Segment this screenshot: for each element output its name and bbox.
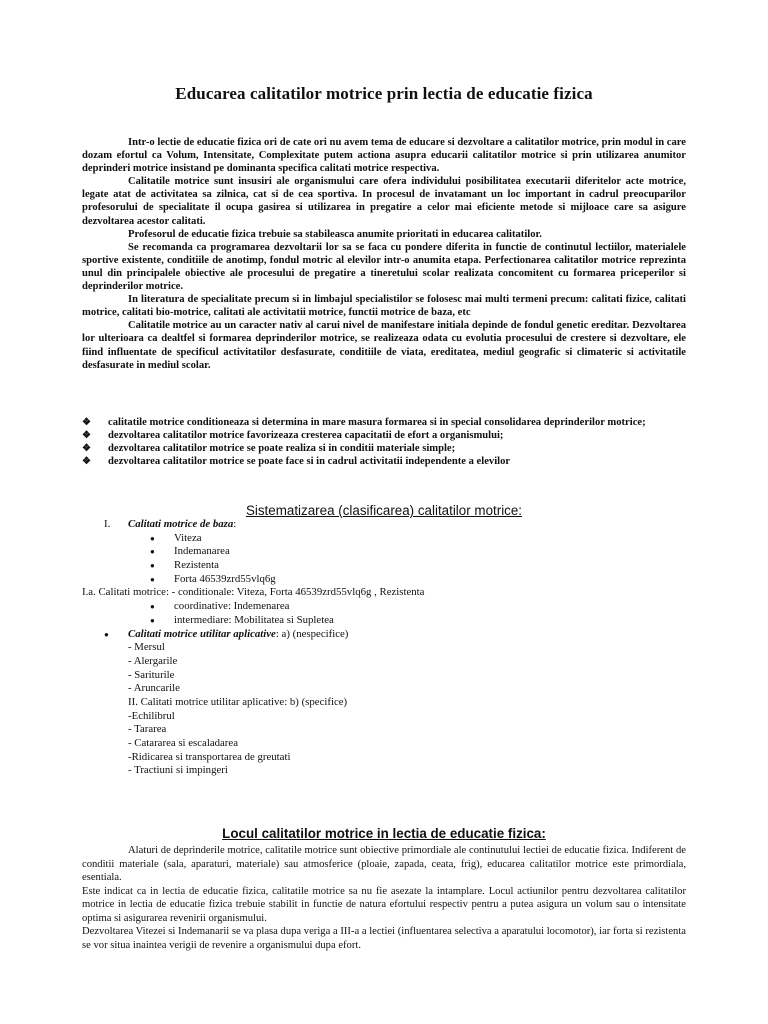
list-item-text: : a) (nespecifice) (275, 627, 349, 640)
paragraph: Alaturi de deprinderile motrice, calitatile motrice sunt obiective primordiale ale continutului lectiei de educatie fizica. Indiferent de conditii materiale (sala, aparaturi, materiale) sau atmosferice (ploaie, zapada, ceata, frig), educarea calitatilor motrice este primordiala, esentiala. (82, 845, 686, 883)
bullet-list (82, 416, 686, 468)
place-section (82, 844, 686, 952)
list-item (82, 641, 686, 655)
list-item (82, 669, 686, 683)
list-item (82, 764, 686, 778)
section-heading-classification: Sistematizarea (clasificarea) calitatilor motrice: (245, 503, 523, 518)
list-item (82, 532, 686, 546)
bullet-dot-icon: ● (150, 602, 155, 612)
list-item (82, 600, 686, 614)
paragraph: Intr-o lectie de educatie fizica ori de cate ori nu avem tema de educare si dezvoltare a calitatilor motrice, prin modul in care dozam efortul ca Volum, Intensitate, Complexitate putem actiona asupra educarii calitatilor motrice si prin utilizarea anumitor deprinderi motrice insistand pe dominanta specifica calitati motrice respectiva. (82, 137, 686, 175)
list-item-text: intermediare: Mobilitatea si Supletea (174, 613, 334, 626)
bullet-item (82, 429, 686, 442)
list-item-text: -Echilibrul (128, 709, 175, 722)
bullet-text: dezvoltarea calitatilor motrice se poate realiza si in conditii materiale simple; (108, 443, 456, 455)
list-item (82, 682, 686, 696)
list-item (82, 614, 686, 628)
bullet-item (82, 455, 686, 468)
list-item-text: - Catararea si escaladarea (128, 737, 238, 749)
bullet-dot-icon: ● (150, 547, 155, 557)
bullet-text: dezvoltarea calitatilor motrice se poate face si in cadrul activitatii independente a elevilor (108, 456, 511, 468)
list-item (82, 545, 686, 559)
list-item-text: - Tractiuni si impingeri (128, 764, 228, 777)
section-heading-place: Locul calitatilor motrice in lectia de educatie fizica: (222, 826, 546, 841)
list-item-text: coordinative: Indemenarea (174, 600, 290, 613)
intro-section (82, 136, 686, 372)
list-item-text: Indemanarea (174, 545, 230, 558)
diamond-bullet-icon: ❖ (82, 417, 91, 428)
bullet-item (82, 442, 686, 455)
list-item-text: Viteza (174, 531, 202, 544)
colon: : (233, 518, 237, 530)
list-item-text: -Ridicarea si transportarea de greutati (128, 750, 291, 763)
list-item (82, 710, 686, 724)
roman-numeral: I. (104, 518, 111, 530)
diamond-bullet-icon: ❖ (82, 456, 91, 468)
paragraph: Calitatile motrice sunt insusiri ale organismului care ofera individului posibilitatea executarii diferitelor acte motrice, legate atat de activitatea sa zilnica, cat si de cea sportiva. In procesul de invatamant un loc important in cadrul preocuparilor profesorului de specialitate il ocupa gasirea si utilizarea in pregatire a celor mai eficiente metode si mijloace care sa asigure dezvoltarea acestor calitati. (82, 176, 686, 227)
bullet-item (82, 416, 686, 429)
list-item (82, 723, 686, 737)
list-item (82, 573, 686, 587)
list-item-text: Forta 46539zrd55vlq6g (174, 572, 276, 585)
bullet-dot-icon: ● (150, 561, 155, 571)
list-item (82, 518, 686, 532)
document-title: Educarea calitatilor motrice prin lectia de educatie fizica (175, 84, 593, 103)
paragraph: Se recomanda ca programarea dezvoltarii lor sa se faca cu pondere diferita in functie de continutul lectiilor, materialele sportive existente, conditiile de anotimp, fondul motric al elevilor intr-o anumita etapa. Perfectionarea calitatilor motrice reprezinta unul din principalele obiective ale procesului de pregatire a tineretului scolar realizata concomitent cu formarea priceperilor si deprinderilor motrice. (82, 241, 686, 293)
list-item-text: Rezistenta (174, 559, 219, 572)
list-item (82, 559, 686, 573)
list-item (82, 628, 686, 642)
list-item (82, 751, 686, 765)
paragraph: Calitatile motrice au un caracter nativ al carui nivel de manifestare initiala depinde de fondul genetic ereditar. Dezvoltarea lor ulterioara ca dealtfel si formarea deprinderilor motrice, se realizeaza odata cu evolutia procesului de crestere si dezvoltare, ele fiind influentate de specificul activitatilor desfasurate, conditiile de viata, ereditatea, mediul geografic si climateric si activitatile desfasurate in mediul scolar. (82, 320, 686, 371)
list-item-text: - Aruncarile (128, 682, 180, 695)
bullet-text: calitatile motrice conditioneaza si determina in mare masura formarea si in special consolidarea deprinderilor motrice; (108, 417, 646, 428)
list-item-text: - Mersul (128, 641, 165, 654)
applied-qualities-label: Calitati motrice utilitar aplicative (128, 627, 276, 640)
list-item (82, 655, 686, 669)
list-item-text: II. Calitati motrice utilitar aplicative: b) (specifice) (128, 695, 348, 708)
list-item (82, 737, 686, 751)
diamond-bullet-icon: ❖ (82, 430, 91, 442)
paragraph: In literatura de specialitate precum si in limbajul specialistilor se folosesc mai multi termeni precum: calitati fizice, calitati motrice, calitati bio-motrice, calitati ale activitatii motrice, functii motrice de baza, etc (82, 294, 686, 319)
bullet-dot-icon: ● (150, 574, 155, 584)
list-item-text: - Sariturile (128, 668, 175, 681)
list-item (82, 586, 686, 600)
list-item-text: I.a. Calitati motrice: - conditionale: Viteza, Forta 46539zrd55vlq6g , Rezistenta (82, 586, 425, 599)
list-item-text: - Alergarile (128, 654, 178, 667)
bullet-dot-icon: ● (150, 615, 155, 625)
paragraph: Este indicat ca in lectia de educatie fizica, calitatile motrice sa nu fie asezate la intamplare. Locul actiunilor pentru dezvoltarea calitatilor motrice in lectia de educatie fizica trebuie stabilit in functie de natura efortului respectiv pentru a putea asigura un volum sau o intensitate optima si asigurarea revenirii organismului. (82, 885, 686, 924)
bullet-dot-icon: ● (150, 533, 155, 543)
basic-qualities-label: Calitati motrice de baza (128, 518, 234, 530)
list-item (82, 696, 686, 710)
bullet-dot-icon: ● (104, 629, 109, 639)
bullet-text: dezvoltarea calitatilor motrice favorizeaza cresterea capacitatii de efort a organismului; (108, 430, 504, 442)
diamond-bullet-icon: ❖ (82, 443, 91, 455)
classification-list (82, 518, 686, 778)
paragraph: Profesorul de educatie fizica trebuie sa stabileasca anumite prioritati in educarea calitatilor. (128, 228, 542, 240)
list-item-text: - Tararea (128, 723, 167, 736)
paragraph: Dezvoltarea Vitezei si Indemanarii se va plasa dupa veriga a III-a a lectiei (influentarea selectiva a aparatului locomotor), iar forta si rezistenta se vor situa inaintea verigii de revenire a organismului dupa efort. (82, 926, 686, 951)
